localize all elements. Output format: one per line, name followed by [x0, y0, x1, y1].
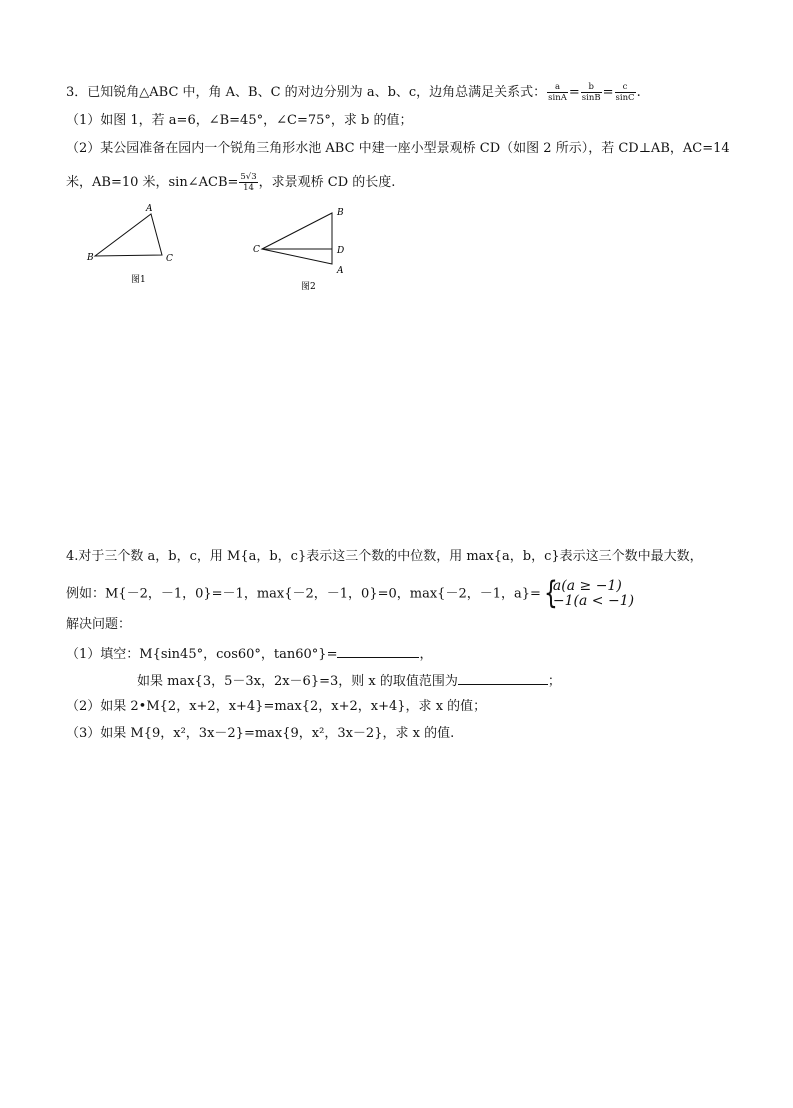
case-row-2: −1(a < −1) [552, 593, 635, 609]
problem3-part2-line1: （2）某公园准备在园内一个锐角三角形水池 ABC 中建一座小型景观桥 CD（如图 2 所示），若 CD⊥AB，AC=14 [66, 141, 730, 156]
fig2-caption: 图2 [301, 282, 316, 292]
problem3-part2-line2: 米，AB=10 米，sin∠ACB= $\frac{5√3}{14}$ ，求景观桥 CD 的长度. [66, 172, 396, 193]
case-row-1: a(a ≥ −1) [552, 578, 622, 594]
piecewise-cases: { a(a ≥ −1) −1(a < −1) [543, 575, 635, 611]
fig2-label-C: C [253, 245, 260, 255]
fig2-label-B: B [337, 208, 344, 218]
fraction-c-over-sinC: $\frac{c}{\sin C}$ [615, 82, 635, 103]
fig2-label-D: D [337, 246, 345, 256]
fraction-sin-acb: $\frac{5√3}{14}$ [240, 172, 257, 193]
problem4-q2: （2）如果 2•M{2，x+2，x+4}=max{2，x+2，x+4}，求 x 的值； [66, 699, 487, 714]
fig1-label-B: B [87, 253, 94, 263]
figure-1-triangle [80, 198, 190, 290]
problem4-q1: （1）填空：M{sin45°，cos60°，tan60°}= ， [66, 643, 433, 665]
answer-blank-1[interactable] [337, 643, 419, 658]
problem3-intro: 3．已知锐角△ABC 中，角 A、B、C 的对边分别为 a、b、c，边角总满足关系式： [66, 85, 547, 100]
problem4-q1b: 如果 max{3，5－3x，2x－6}=3，则 x 的取值范围为 ； [137, 670, 561, 692]
problem4-line1: 4.对于三个数 a，b，c，用 M{a，b，c}表示这三个数的中位数，用 max{a，b，c}表示这三个数中最大数， [66, 549, 703, 564]
figure-2-triangle [246, 200, 361, 296]
fig1-label-C: C [166, 254, 173, 264]
answer-blank-2[interactable] [458, 670, 548, 685]
fig2-label-A: A [337, 266, 344, 276]
fig1-caption: 图1 [131, 275, 146, 285]
problem4-line2: 例如：M{－2，－1，0}=－1，max{－2，－1，0}=0，max{－2，－1，a}= { a(a ≥ −1) −1(a < −1) [66, 575, 635, 611]
problem4-heading: 解决问题： [66, 617, 132, 632]
fraction-a-over-sinA: $\frac{a}{\sin A}$ [548, 82, 567, 103]
fraction-b-over-sinB: $\frac{b}{\sin B}$ [581, 82, 601, 103]
fig1-label-A: A [146, 204, 153, 214]
problem4-q3: （3）如果 M{9，x²，3x－2}=max{9，x²，3x－2}，求 x 的值. [66, 726, 455, 741]
problem3-part1: （1）如图 1，若 a=6，∠B=45°，∠C=75°，求 b 的值； [66, 113, 413, 128]
problem3-line1: 3．已知锐角△ABC 中，角 A、B、C 的对边分别为 a、b、c，边角总满足关系式： $\frac{a}{\sin A}$ = $\frac{b}{\sin B}$ = $\frac{c}{\sin C}$ . [66, 82, 641, 103]
